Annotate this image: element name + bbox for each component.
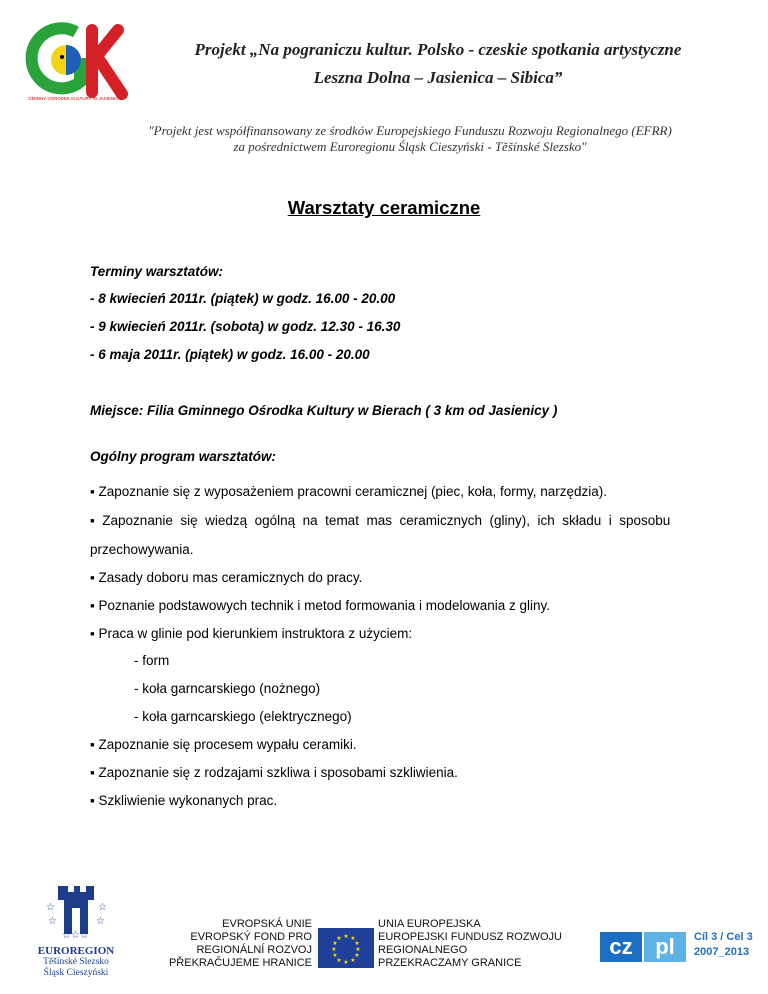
program-label: Ogólny program warsztatów: xyxy=(90,449,277,464)
svg-text:★: ★ xyxy=(355,946,361,953)
program-item: ▪ Praca w glinie pod kierunkiem instruktora z użyciem: xyxy=(90,626,413,641)
cofunding-line1: "Projekt jest współfinansowany ze środków Europejskiego Funduszu Rozwoju Regionalnego (EFRR) xyxy=(148,123,672,138)
page-title: Warsztaty ceramiczne xyxy=(287,197,481,218)
terms-label: Terminy warsztatów: xyxy=(90,264,224,279)
cil3-line2: 2007_2013 xyxy=(694,946,750,958)
eu-polish-text xyxy=(378,918,578,970)
pl-mark: pl xyxy=(644,932,686,962)
eu-pl-line3: PRZEKRACZAMY GRANICE xyxy=(378,957,522,969)
gok-logo xyxy=(20,22,130,104)
svg-text:★: ★ xyxy=(343,959,349,966)
project-title-line1: Projekt „Na pograniczu kultur. Polsko - czeskie spotkania artystyczne xyxy=(194,40,682,59)
euroregion-logo xyxy=(36,884,116,976)
program-item: ▪ Zapoznanie się z rodzajami szkliwa i sposobami szkliwienia. xyxy=(90,765,458,780)
term-item: - 9 kwiecień 2011r. (sobota) w godz. 12.30 - 16.30 xyxy=(90,319,401,334)
euroregion-title: EUROREGION xyxy=(37,945,115,957)
svg-text:★: ★ xyxy=(332,940,338,947)
place-line: Miejsce: Filia Gminnego Ośrodka Kultury w Bierach ( 3 km od Jasienicy ) xyxy=(90,403,558,418)
logo-caption: GMINNY OŚRODEK KULTURY W JASIENICY xyxy=(28,96,122,101)
program-item: ▪ Zapoznanie się z wyposażeniem pracowni ceramicznej (piec, koła, formy, narzędzia). xyxy=(90,484,608,499)
cil3-line1: Cíl 3 / Cel 3 xyxy=(694,931,753,943)
czpl-logo xyxy=(600,930,690,964)
svg-text:★: ★ xyxy=(354,952,360,959)
eu-cz-line1: EVROPSKÁ UNIE xyxy=(222,918,312,930)
svg-text:★: ★ xyxy=(332,952,338,959)
cil3-logo xyxy=(694,930,754,964)
program-item: ▪ Szkliwienie wykonanych prac. xyxy=(90,793,278,808)
program-item: ▪ Zasady doboru mas ceramicznych do pracy. xyxy=(90,570,363,585)
program-item-continued: przechowywania. xyxy=(90,542,194,557)
eu-pl-line1: UNIA EUROPEJSKA xyxy=(378,918,481,930)
svg-text:★: ★ xyxy=(354,940,360,947)
svg-text:★: ★ xyxy=(336,935,342,942)
program-subitem: - koła garncarskiego (nożnego) xyxy=(134,681,321,696)
svg-text:★: ★ xyxy=(336,957,342,964)
project-title-line2: Leszna Dolna – Jasienica – Sibica” xyxy=(313,68,563,87)
program-item: ▪ Zapoznanie się wiedzą ogólną na temat mas ceramicznych (gliny), ich składu i sposobu xyxy=(90,513,671,528)
svg-text:☆: ☆ xyxy=(48,916,57,927)
term-item: - 8 kwiecień 2011r. (piątek) w godz. 16.00 - 20.00 xyxy=(90,291,396,306)
program-item: ▪ Poznanie podstawowych technik i metod formowania i modelowania z gliny. xyxy=(90,598,551,613)
eu-pl-line2: EUROPEJSKI FUNDUSZ ROZWOJU REGIONALNEGO xyxy=(378,931,562,956)
svg-text:★: ★ xyxy=(343,933,349,940)
eu-cz-line3: PŘEKRAČUJEME HRANICE xyxy=(168,957,312,969)
svg-text:★: ★ xyxy=(350,935,356,942)
svg-text:★: ★ xyxy=(331,946,337,953)
eu-czech-text xyxy=(140,918,312,970)
program-item: ▪ Zapoznanie się procesem wypału ceramiki. xyxy=(90,737,357,752)
euroregion-line1: Těšínské Slezsko xyxy=(43,957,109,967)
eu-cz-line2: EVROPSKÝ FOND PRO REGIONÁLNÍ ROZVOJ xyxy=(190,931,312,956)
svg-text:☆: ☆ xyxy=(46,902,55,913)
cz-mark: cz xyxy=(600,932,642,962)
euroregion-line2: Śląsk Cieszyński xyxy=(43,968,109,978)
svg-text:☆: ☆ xyxy=(96,916,105,927)
svg-text:☆: ☆ xyxy=(98,902,107,913)
svg-text:★: ★ xyxy=(350,957,356,964)
svg-text:☆☆☆: ☆☆☆ xyxy=(62,930,89,940)
cofunding-line2: za pośrednictwem Euroregionu Śląsk Cieszyński - Těšínské Slezsko" xyxy=(233,139,587,154)
eu-flag-icon xyxy=(318,928,374,968)
program-subitem: - koła garncarskiego (elektrycznego) xyxy=(134,709,352,724)
term-item: - 6 maja 2011r. (piątek) w godz. 16.00 - 20.00 xyxy=(90,347,370,362)
program-subitem: - form xyxy=(134,653,170,668)
